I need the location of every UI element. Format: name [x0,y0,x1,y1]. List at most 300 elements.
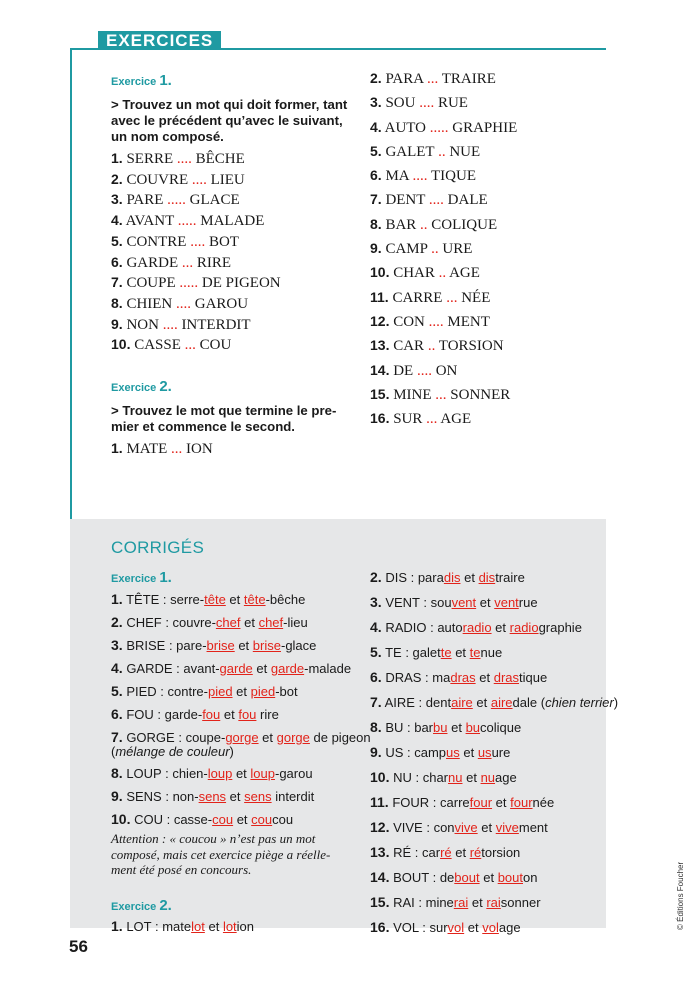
blank-dots: ..... [177,213,197,230]
highlighted-part: cou [212,812,234,827]
exercise-item [370,359,590,383]
text-part: et [451,645,470,660]
separator: : [403,720,415,735]
item-number: 1. [111,440,123,457]
answer-word: VOL [393,920,419,935]
highlighted-part: nu [448,770,463,785]
highlighted-part: vol [447,920,465,935]
text-part: couvre- [172,615,216,630]
item-number: 3. [111,637,123,653]
item-number: 13. [370,844,390,860]
highlighted-part: tête [243,592,266,607]
text-part: et [492,795,511,810]
text-part: et [462,770,481,785]
word-b: MALADE [200,213,265,230]
exercise-2-list-left [111,439,351,460]
answer-item [111,657,352,680]
answer-item [111,611,341,634]
word-b: NUE [449,143,481,160]
word-b: GLACE [189,192,240,209]
separator: : [429,795,441,810]
highlighted-part: vive [495,820,519,835]
answer-word: US [385,745,404,760]
item-number: 10. [370,769,390,785]
answer-item [370,715,600,740]
blank-dots: .. [427,338,436,355]
exercises-left-column [111,72,351,460]
highlighted-part: vive [454,820,478,835]
text-part: nue [480,645,503,660]
text-part: traire [495,570,525,585]
word-b: GAROU [194,295,249,312]
blank-dots: ... [427,71,439,87]
instruction-line: avec le précédent qu’avec le suivant, [111,113,343,128]
text-part: mate [162,918,192,934]
blank-dots: .... [176,295,192,312]
word-a: COUPE [126,275,176,292]
highlighted-part: sens [198,789,227,804]
highlighted-part: sens [244,789,272,804]
section-header: EXERCICES [98,31,221,50]
word-b: URE [442,241,473,258]
separator: : [401,645,413,660]
word-a: CAMP [385,241,428,258]
text-part: et [233,812,252,827]
word-b: MENT [447,313,490,330]
corriges-title: CORRIGÉS [111,538,205,557]
separator: : [159,592,171,607]
highlighted-part: cou [251,812,273,827]
text-part: interdit [271,789,315,804]
item-number: 10. [111,336,131,353]
exercise-item [370,164,590,188]
text-part: auto [437,620,463,635]
separator: : [422,820,434,835]
highlighted-part: four [510,795,533,810]
text-part: et [252,661,271,676]
exercise-1-instruction [111,97,351,145]
note-line: composé, mais cet exercice piège a réelle- [111,846,331,862]
exercise-item [111,253,351,274]
exercise-item [370,261,590,285]
text-part: de [439,870,455,885]
note-line: Attention : « coucou » n’est pas un mot [111,831,316,846]
text-part: sonner [500,895,541,910]
separator: : [161,766,173,781]
text-part: ( [111,744,116,759]
blank-dots: ... [426,411,438,428]
text-part: et [234,638,253,653]
word-a: DE [393,362,414,379]
answer-word: COU [134,812,163,827]
answer-item [111,680,341,703]
word-b: ON [435,362,458,379]
exercise-item [111,170,351,191]
item-number: 8. [111,294,123,311]
instruction-line: un nom composé. [111,129,224,144]
text-part: -malade [304,661,352,676]
highlighted-part: rai [453,895,469,910]
word-a: MATE [126,441,168,458]
item-number: 2. [370,569,382,585]
highlighted-part: te [469,645,481,660]
highlighted-part: aire [490,695,513,710]
text-part: et [204,918,223,934]
answer-word: TE [385,645,402,660]
exercise-1-title [111,72,351,89]
highlighted-part: te [440,645,452,660]
word-b: AGE [449,265,480,282]
word-a: BAR [385,216,417,233]
highlighted-part: lot [191,918,205,934]
text-part: coupe- [185,730,226,745]
exercise-2-list-right [370,67,590,431]
text-part: de pigeon [309,730,371,745]
text-part: char [422,770,449,785]
exercise-1-list [111,149,351,356]
text-part: ment [518,820,548,835]
text-part: -bêche [265,592,306,607]
exercise-label: Exercice [111,573,157,585]
highlighted-part: bout [454,870,480,885]
highlighted-part: brise [206,638,235,653]
text-part: serre- [170,592,205,607]
exercise-item [370,188,590,212]
item-number: 6. [111,253,123,270]
item-number: 16. [370,410,390,427]
highlighted-part: dras [450,670,476,685]
blank-dots: ..... [429,119,449,136]
answer-word: PIED [126,684,157,699]
text-part: sur [429,920,448,935]
answer-item [111,762,341,785]
blank-dots: ... [446,289,458,306]
item-number: 2. [111,170,123,187]
highlighted-part: nu [480,770,496,785]
exercise-item [370,140,590,164]
word-b: TRAIRE [441,71,496,87]
text-part: et [447,720,466,735]
text-part: ) [229,744,234,759]
highlighted-part: bout [497,870,523,885]
word-a: CHAR [393,265,435,282]
separator: : [419,595,431,610]
word-a: GARDE [126,254,179,271]
item-number: 5. [370,644,382,660]
exercise-item [111,211,351,232]
item-number: 2. [111,614,123,630]
exercise-item [370,91,590,115]
highlighted-part: us [446,745,460,760]
answer-word: FOU [126,707,154,722]
blank-dots: .... [176,151,192,167]
separator: : [153,707,165,722]
word-a: NON [126,316,159,333]
highlighted-part: ré [440,845,452,860]
separator: : [414,695,426,710]
corrige-1-list [111,588,371,831]
word-a: CARRE [392,289,443,306]
text-part: née [532,795,555,810]
text-part: et [232,684,251,699]
answer-item [370,565,600,590]
corriges-left-column [111,569,371,937]
text-part: torsion [481,845,521,860]
separator: : [403,745,415,760]
item-number: 4. [370,619,382,635]
word-a: AVANT [125,213,174,230]
word-a: DENT [385,192,426,209]
highlighted-part: gorge [276,730,310,745]
italic-part: mélange de couleur [115,744,230,759]
highlighted-part: gorge [225,730,259,745]
blank-dots: ... [435,386,447,403]
separator: : [151,918,163,934]
text-part: non- [172,789,199,804]
blank-dots: .... [416,362,432,379]
answer-word: VIVE [393,820,423,835]
blank-dots: ..... [179,275,199,292]
item-number: 9. [370,240,382,257]
text-part: camp [414,745,447,760]
text-part: et [226,789,245,804]
answer-item [370,865,600,890]
page-number: 56 [69,937,88,956]
text-part: et [258,730,277,745]
exercise-2-title [111,378,351,395]
highlighted-part: lot [222,918,237,934]
exercise-label: Exercice [111,382,157,395]
item-number: 8. [370,719,382,735]
answer-item [111,588,341,611]
separator: : [165,638,177,653]
italic-part: chien terrier [545,695,614,710]
highlighted-part: radio [509,620,539,635]
exercise-item [370,383,590,407]
blank-dots: .. [420,216,428,233]
item-number: 4. [111,660,123,676]
blank-dots: .... [428,192,444,209]
exercise-2-instruction [111,403,351,435]
text-part: con [433,820,455,835]
separator: : [161,615,173,630]
text-part: chien- [172,766,208,781]
highlighted-part: tête [204,592,226,607]
answer-word: RADIO [385,620,427,635]
item-number: 6. [370,167,382,184]
highlighted-part: brise [252,638,281,653]
answer-word: TÊTE [126,592,160,607]
word-b: AGE [440,411,472,428]
separator: : [414,895,426,910]
word-b: SONNER [450,386,511,403]
text-part: et [225,592,244,607]
highlighted-part: loup [207,766,233,781]
highlighted-part: garde [219,661,253,676]
text-part: tique [519,670,548,685]
exercise-item [370,286,590,310]
item-number: 10. [370,264,390,281]
text-part: et [459,745,478,760]
answer-word: BRISE [126,638,166,653]
text-part: colique [480,720,522,735]
text-part: et [475,670,494,685]
highlighted-part: us [477,745,492,760]
item-number: 3. [111,191,123,208]
exercise-item [370,116,590,140]
highlighted-part: fou [238,707,257,722]
word-a: CON [393,313,425,330]
item-number: 7. [370,694,382,710]
text-part: -bot [275,684,298,699]
item-number: 1. [111,917,123,934]
word-a: PARE [126,192,164,209]
text-part: et [460,570,479,585]
word-b: TORSION [438,338,504,355]
item-number: 7. [111,274,123,291]
answer-word: AIRE [384,695,415,710]
blank-dots: ... [181,254,194,271]
item-number: 9. [370,744,382,760]
answer-item [370,640,600,665]
text-part: rire [256,707,279,722]
blank-dots: ... [171,441,183,458]
item-number: 12. [370,819,390,835]
text-part: casse- [173,812,213,827]
word-b: GRAPHIE [452,119,518,136]
text-part: -garou [274,766,313,781]
item-number: 6. [370,669,382,685]
item-number: 5. [111,683,123,699]
item-number: 8. [370,215,382,232]
word-b: NÉE [461,289,491,306]
item-number: 13. [370,337,390,354]
word-a: CHIEN [126,295,173,312]
text-part: carre [440,795,470,810]
blank-dots: .. [431,241,439,258]
item-number: 5. [370,142,382,159]
text-part: ion [236,918,255,934]
item-number: 5. [111,232,123,249]
text-part: et [464,920,483,935]
answer-item [370,815,600,840]
text-part: galet [412,645,441,660]
blank-dots: ... [184,337,196,354]
highlighted-part: ré [469,845,482,860]
item-number: 1. [111,591,123,607]
text-part: avant- [183,661,220,676]
instruction-line: mier et commence le second. [111,419,295,435]
corrige-1-title [111,569,341,586]
text-part: rue [518,595,538,610]
text-part: sou [430,595,452,610]
text-part: pare- [176,638,207,653]
blank-dots: ..... [167,192,186,209]
answer-word: GARDE [126,661,173,676]
answer-item [370,915,600,940]
text-part: et [451,845,470,860]
answer-word: FOUR [392,795,430,810]
text-part: et [479,870,498,885]
instruction-line: > Trouvez un mot qui doit former, tant [111,97,348,112]
answer-word: VENT [385,595,420,610]
separator: : [172,661,184,676]
answer-word: GORGE [126,730,175,745]
text-part: -lieu [283,615,308,630]
word-a: CONTRE [126,233,187,250]
item-number: 14. [370,361,390,378]
text-part: ) [613,695,619,710]
text-part: et [240,615,259,630]
text-part: et [477,820,496,835]
text-part: et [468,895,487,910]
highlighted-part: chef [258,615,284,630]
text-part: dent [425,695,452,710]
answer-word: RAI [393,895,415,910]
blank-dots: .... [162,316,178,333]
exercise-item [111,439,351,460]
exercise-item [370,310,590,334]
answer-item [111,808,341,831]
answer-item [370,665,600,690]
exercise-item [370,334,590,358]
word-a: MINE [393,386,432,403]
exercise-item [370,237,590,261]
highlighted-part: fou [202,707,221,722]
exercise-number: 1. [159,569,172,586]
text-part: et [472,695,491,710]
separator: : [156,684,168,699]
blank-dots: .. [438,143,446,160]
text-part: age [498,920,521,935]
answer-word: DRAS [385,670,422,685]
item-number: 14. [370,869,390,885]
text-part: dale ( [512,695,546,710]
text-part: et [220,707,239,722]
text-part: para [417,570,444,585]
word-b: DALE [447,192,488,209]
highlighted-part: dras [493,670,520,685]
answer-word: SENS [126,789,162,804]
item-number: 7. [370,191,382,208]
item-number: 10. [111,811,131,827]
text-part: age [495,770,517,785]
answer-word: LOUP [126,766,162,781]
highlighted-part: pied [207,684,233,699]
word-a: AUTO [384,119,427,136]
answer-word: BOUT [393,870,429,885]
item-number: 16. [370,919,390,935]
highlighted-part: dis [478,570,496,585]
highlighted-part: garde [270,661,305,676]
text-part: bar [414,720,434,735]
separator: : [411,770,423,785]
word-a: COUVRE [126,171,189,188]
blank-dots: .. [438,265,447,282]
text-part: ma [432,670,451,685]
blank-dots: .... [191,171,207,188]
attention-note [111,831,341,878]
corrige-2-list-right [370,565,619,940]
answer-item [111,785,341,808]
highlighted-part: chef [215,615,241,630]
item-number: 3. [370,594,382,610]
exercise-item [111,335,351,356]
separator: : [174,730,186,745]
exercise-item [111,149,351,170]
blank-dots: .... [412,168,428,185]
highlighted-part: four [469,795,493,810]
